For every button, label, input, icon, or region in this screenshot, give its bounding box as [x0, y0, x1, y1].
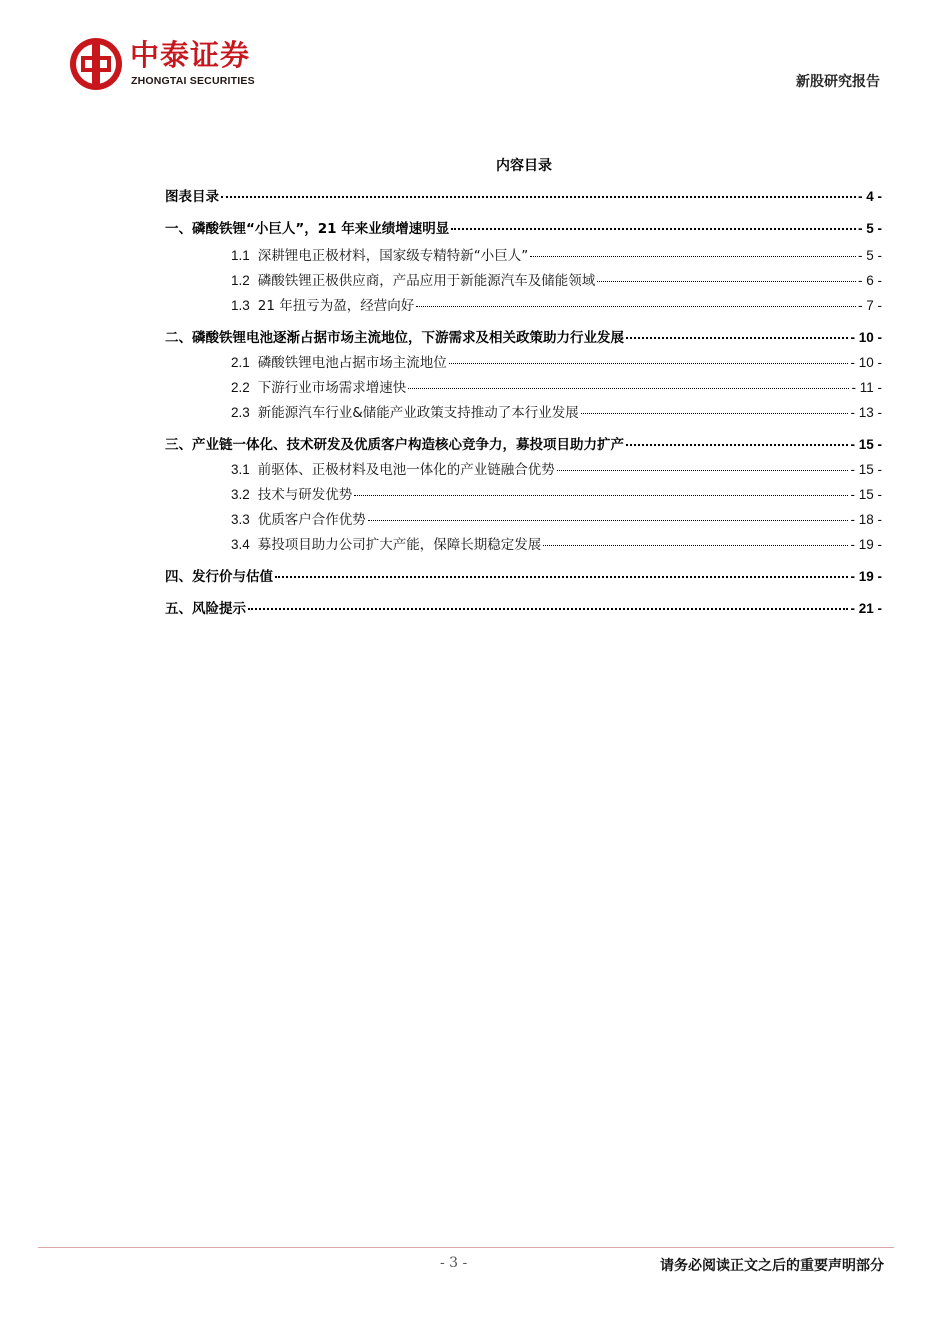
toc-entry-text: 下游行业市场需求增速快 [257, 380, 407, 396]
toc-dot-leader [275, 576, 848, 578]
company-logo [68, 36, 288, 96]
toc-entry-page: - 19 - [850, 569, 882, 584]
zhongtai-logo-icon [68, 36, 124, 92]
toc-entry-number: 3.4 [231, 537, 250, 552]
toc-entry[interactable] [165, 351, 882, 371]
toc-entry-page: - 18 - [850, 512, 882, 527]
toc-entry-label [231, 376, 406, 396]
toc-entry-number: 3.2 [231, 487, 250, 502]
toc-dot-leader [543, 545, 848, 546]
toc-entry-label [165, 433, 624, 453]
toc-entry-text: 四、发行价与估值 [165, 569, 273, 585]
toc-entry-label [231, 533, 541, 553]
toc-entry-text: 深耕锂电正极材料，国家级专精特新“小巨人” [257, 248, 529, 264]
toc-entry-text: 优质客户合作优势 [257, 512, 366, 528]
footer-divider [38, 1247, 894, 1248]
toc-entry-page: - 5 - [857, 221, 882, 236]
toc-entry-label [231, 269, 595, 289]
toc-entry-label [231, 458, 555, 478]
toc-dot-leader [416, 306, 856, 307]
toc-entry-page: - 13 - [850, 405, 882, 420]
toc-entry[interactable] [165, 533, 882, 553]
toc-entry-label [165, 326, 624, 346]
toc-dot-leader [248, 608, 848, 610]
toc-entry[interactable] [165, 376, 882, 396]
page-number: - 3 - [440, 1255, 468, 1271]
toc-entry[interactable] [165, 458, 882, 478]
toc-entry[interactable] [165, 508, 882, 528]
toc-entry-text: 新能源汽车行业&储能产业政策支持推动了本行业发展 [257, 405, 579, 421]
toc-dot-leader [449, 363, 849, 364]
toc-entry-label [165, 185, 219, 205]
toc-entry-page: - 15 - [850, 437, 882, 452]
toc-dot-leader [408, 388, 849, 389]
toc-entry[interactable] [165, 269, 882, 289]
toc-entry-text: 磷酸铁锂电池占据市场主流地位 [257, 355, 447, 371]
toc-entry-page: - 6 - [857, 273, 882, 288]
toc-entry-text: 磷酸铁锂正极供应商，产品应用于新能源汽车及储能领域 [257, 273, 596, 289]
toc-entry[interactable] [165, 294, 882, 314]
report-type-label: 新股研究报告 [796, 74, 880, 90]
logo-english-name: ZHONGTAI SECURITIES [131, 75, 255, 87]
toc-entry-page: - 21 - [850, 601, 882, 616]
toc-entry-page: - 5 - [857, 248, 882, 263]
toc-entry-label [231, 351, 447, 371]
toc-entry-number: 3.3 [231, 512, 250, 527]
toc-entry-text: 二、磷酸铁锂电池逐渐占据市场主流地位，下游需求及相关政策助力行业发展 [165, 330, 624, 346]
toc-dot-leader [221, 196, 856, 198]
toc-entry-number: 2.1 [231, 355, 250, 370]
toc-entry-number: 1.2 [231, 273, 250, 288]
toc-entry[interactable] [165, 217, 882, 237]
toc-entry-label [231, 508, 366, 528]
toc-entry-text: 三、产业链一体化、技术研发及优质客户构造核心竞争力，募投项目助力扩产 [165, 437, 624, 453]
toc-entry-label [231, 294, 414, 314]
toc-entry-number: 3.1 [231, 462, 250, 477]
toc-dot-leader [557, 470, 849, 471]
toc-dot-leader [354, 495, 848, 496]
toc-entry-number: 1.1 [231, 248, 250, 263]
toc-dot-leader [581, 413, 849, 414]
toc-entry[interactable] [165, 597, 882, 617]
footer-disclaimer: 请务必阅读正文之后的重要声明部分 [660, 1258, 884, 1274]
toc-entry-label [165, 217, 449, 237]
toc-entry-text: 前驱体、正极材料及电池一体化的产业链融合优势 [257, 462, 555, 478]
toc-entry-number: 1.3 [231, 298, 250, 313]
toc-dot-leader [530, 256, 856, 257]
toc-dot-leader [597, 281, 856, 282]
toc-entry-text: 图表目录 [165, 189, 219, 205]
toc-entry[interactable] [165, 401, 882, 421]
toc-dot-leader [626, 444, 848, 446]
toc-entry[interactable] [165, 185, 882, 205]
toc-dot-leader [626, 337, 848, 339]
toc-dot-leader [451, 228, 856, 230]
toc-entry-text: 21 年扭亏为盈，经营向好 [257, 298, 415, 314]
toc-entry-number: 2.3 [231, 405, 250, 420]
toc-entry[interactable] [165, 483, 882, 503]
toc-entry-text: 技术与研发优势 [257, 487, 353, 503]
toc-entry-text: 募投项目助力公司扩大产能，保障长期稳定发展 [257, 537, 542, 553]
toc-entry-page: - 11 - [851, 380, 882, 395]
toc-entry-label [231, 401, 579, 421]
toc-title: 内容目录 [496, 158, 552, 174]
toc-entry[interactable] [165, 326, 882, 346]
toc-entry-page: - 7 - [857, 298, 882, 313]
toc-entry-label [231, 244, 528, 264]
toc-entry-text: 一、磷酸铁锂“小巨人”，21 年来业绩增速明显 [165, 221, 450, 237]
toc-entry-page: - 15 - [850, 487, 882, 502]
toc-entry-text: 五、风险提示 [165, 601, 246, 617]
toc-entry-page: - 4 - [857, 189, 882, 204]
toc-entry-page: - 10 - [850, 355, 882, 370]
toc-entry-label [165, 565, 273, 585]
toc-entry-page: - 15 - [850, 462, 882, 477]
toc-entry[interactable] [165, 433, 882, 453]
toc-entry-number: 2.2 [231, 380, 250, 395]
toc-entry-label [231, 483, 352, 503]
toc-entry[interactable] [165, 565, 882, 585]
toc-entry-label [165, 597, 246, 617]
logo-chinese-name: 中泰证券 [130, 38, 251, 72]
toc-entry-page: - 19 - [850, 537, 882, 552]
toc-entry[interactable] [165, 244, 882, 264]
toc-entry-page: - 10 - [850, 330, 882, 345]
toc-dot-leader [368, 520, 849, 521]
